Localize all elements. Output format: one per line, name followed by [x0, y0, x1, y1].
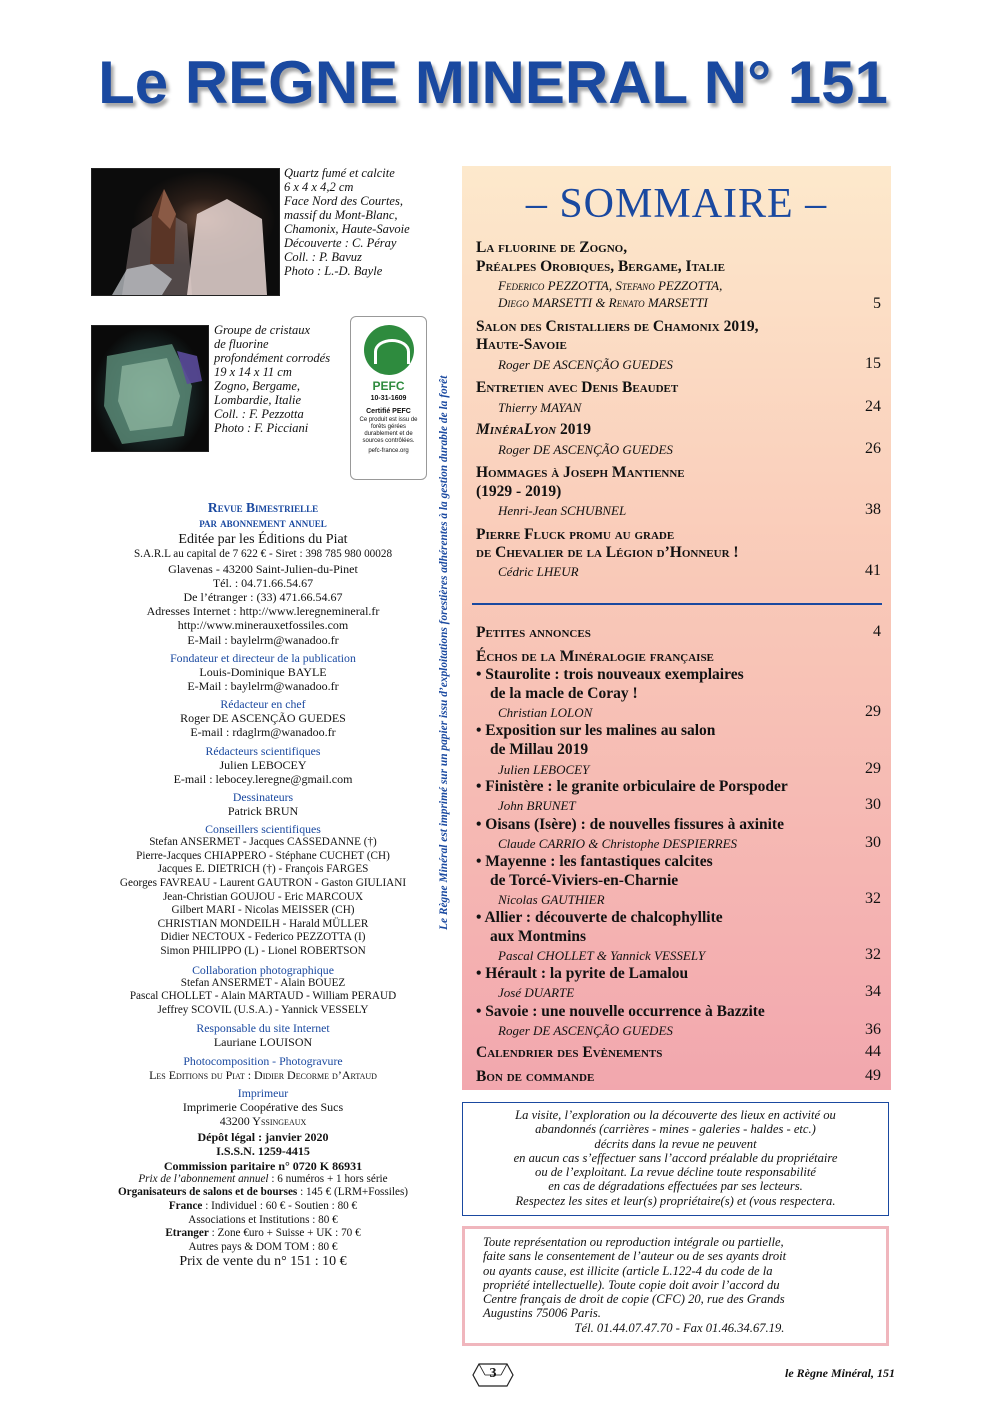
disclaimer-line: Respectez les sites et leur(s) propriétaire(s) et (vous respectera. [515, 1193, 836, 1208]
bullet-author: Roger DE ASCENÇÃO GUEDES [498, 1023, 673, 1038]
bullet-page: 30 [865, 796, 881, 813]
bullet-author: Julien LEBOCEY [498, 762, 590, 777]
site-name: Lauriane LOUISON [213, 1035, 313, 1050]
bullet-title[interactable]: • Hérault : la pyrite de Lamalou [476, 965, 689, 982]
organisateurs-label: Organisateurs de salons et de bourses [117, 1186, 298, 1199]
quartz-crystal-image [92, 169, 279, 295]
conseillers-role: Conseillers scientifiques [205, 822, 321, 837]
imprimeur-role: Imprimeur [237, 1085, 289, 1100]
entry-page: 5 [873, 295, 881, 312]
caption-line: Photo : L.-D. Bayle [284, 264, 383, 278]
page-number: 3 [489, 1366, 497, 1381]
entry-title[interactable]: Hommages à Joseph Mantienne [476, 464, 685, 481]
imprimeur-name: Imprimerie Coopérative des Sucs [182, 1099, 344, 1114]
tarif-france-label: France [168, 1199, 203, 1212]
bullet-author: José DUARTE [498, 985, 575, 1000]
petites-annonces[interactable]: Petites annonces [476, 624, 591, 641]
photographe-line: Pascal CHOLLET - Alain MARTAUD - William PERAUD [129, 990, 397, 1003]
bullet-title[interactable]: de la macle de Coray ! [490, 685, 638, 702]
entry-authors: Thierry MAYAN [498, 400, 582, 415]
bullet-author: Claude CARRIO & Christophe DESPIERRES [498, 836, 738, 851]
bullet-author: Christian LOLON [498, 705, 593, 720]
bullet-author: Pascal CHOLLET & Yannick VESSELY [498, 948, 706, 963]
editee-par: Editée par les Éditions du Piat [178, 532, 348, 547]
entry-page: 15 [865, 355, 881, 372]
email-main: E-Mail : baylelrm@wanadoo.fr [187, 632, 339, 647]
caption-line: Coll. : P. Bavuz [284, 250, 362, 264]
scientifiques-name: Julien LEBOCEY [219, 757, 307, 772]
bullet-title[interactable]: • Allier : découverte de chalcophyllite [476, 909, 723, 926]
calendrier-page: 44 [865, 1043, 881, 1060]
conseiller-line: Pierre-Jacques CHIAPPERO - Stéphane CUCHET (CH) [136, 849, 390, 862]
conseiller-line: Stefan ANSERMET - Jacques CASSEDANNE (†) [149, 836, 377, 849]
conseiller-line: Georges FAVREAU - Laurent GAUTRON - Gaston GIULIANI [119, 877, 407, 890]
prix-abonnement-label: Prix de l’abonnement annuel [138, 1172, 269, 1185]
disclaimer-line: La visite, l’exploration ou la découverte des lieux en activité ou [515, 1108, 836, 1122]
disclaimer-line: en aucun cas s’effectuer sans l’accord préalable du propriétaire [513, 1150, 838, 1165]
disclaimer-line: décrits dans la revue ne peuvent [594, 1136, 757, 1151]
organisateurs-value: : 145 € (LRM+Fossiles) [297, 1186, 409, 1199]
conseiller-line: Jean-Christian GOUJOU - Eric MARCOUX [162, 890, 364, 903]
caption-line: de fluorine [214, 337, 269, 351]
photographe-line: Stefan ANSERMET - Alain BOUEZ [180, 976, 346, 989]
scientifiques-email: E-mail : lebocey.leregne@gmail.com [173, 771, 353, 786]
pefc-text: Ce produit est issu de forêts gérées durablement et de sources contrôlées. [359, 417, 418, 444]
copyright-line: ou ayants cause, est illicite (article L.122-4 du code de la [483, 1263, 773, 1278]
bullet-title[interactable]: de Torcé-Viviers-en-Charnie [490, 872, 679, 889]
depot-legal: Dépôt légal : janvier 2020 [197, 1130, 329, 1145]
bon-de-commande-page: 49 [865, 1067, 881, 1084]
compo-name: Les Editions du Piat : Didier Decorme d’Artaud [149, 1067, 377, 1082]
entry-title[interactable]: La fluorine de Zogno, [476, 239, 628, 256]
bullet-page: 29 [865, 760, 881, 777]
redacteur-name: Roger DE ASCENÇÃO GUEDES [180, 711, 346, 726]
pefc-certified: Certifié PEFC [366, 408, 411, 415]
tarif-autres: Autres pays & DOM TOM : 80 € [188, 1240, 338, 1253]
pefc-label [350, 316, 427, 480]
bullet-title[interactable]: • Finistère : le granite orbiculaire de Porspoder [476, 778, 788, 795]
caption-line: massif du Mont-Blanc, [284, 208, 398, 222]
footer-title: le Règne Minéral, 151 [785, 1366, 895, 1380]
tarif-etranger [88, 1227, 438, 1241]
site-role: Responsable du site Internet [196, 1021, 330, 1036]
copyright-line: faite sans le consentement de l’auteur ou de ses ayants droit [483, 1249, 787, 1264]
bullet-title[interactable]: • Savoie : une nouvelle occurrence à Bazzite [476, 1003, 765, 1020]
conseiller-line: Gilbert MARI - Nicolas MEISSER (CH) [171, 904, 355, 917]
entry-title[interactable] [476, 421, 591, 439]
entry-title[interactable]: Pierre Fluck promu au grade [476, 526, 675, 543]
calendrier[interactable]: Calendrier des Evènements [476, 1044, 663, 1061]
copyright-contact: Tél. 01.44.07.47.70 - Fax 01.46.34.67.19. [574, 1320, 785, 1335]
sommaire-title: – SOMMAIRE – [525, 181, 828, 227]
commission-paritaire: Commission paritaire n° 0720 K 86931 [163, 1158, 363, 1173]
entry-page: 24 [865, 398, 881, 415]
cover-photo-caption [284, 166, 434, 278]
copyright-line: propriété intellectuelle). Toute copie doit avoir l’accord du [483, 1277, 780, 1292]
caption-line: Découverte : C. Péray [284, 236, 397, 250]
conseiller-line: CHRISTIAN MONDEILH - Harald MÜLLER [157, 917, 369, 930]
entry-title-year: 2019 [556, 421, 591, 438]
page-number-badge [471, 1358, 515, 1392]
copyright-line: Toute représentation ou reproduction intégrale ou partielle, [483, 1235, 784, 1249]
entry-authors: Roger DE ASCENÇÃO GUEDES [498, 357, 673, 372]
caption-line: Quartz fumé et calcite [284, 166, 395, 180]
bullet-author: John BRUNET [498, 798, 576, 813]
tarif-etranger-label: Etranger [165, 1227, 209, 1240]
pefc-url: pefc-france.org [368, 448, 409, 454]
organisateurs [88, 1186, 438, 1200]
address: Glavenas - 43200 Saint-Julien-du-Pinet [168, 561, 358, 576]
entry-authors: Federico PEZZOTTA, Stefano PEZZOTTA, [498, 278, 723, 293]
caption-line: Chamonix, Haute-Savoie [284, 222, 410, 236]
bullet-page: 32 [865, 946, 881, 963]
entry-title-italic: MinéraLyon [476, 421, 557, 438]
entry-title[interactable]: Entretien avec Denis Beaudet [476, 379, 679, 396]
bullet-page: 32 [865, 890, 881, 907]
tarif-etranger-value: : Zone €uro + Suisse + UK : 70 € [208, 1227, 361, 1240]
conseiller-line: Didier NECTOUX - Federico PEZZOTTA (I) [160, 931, 366, 944]
entry-page: 26 [865, 440, 881, 457]
telephone: Tél. : 04.71.66.54.67 [212, 575, 314, 590]
dessinateurs-role: Dessinateurs [232, 790, 294, 805]
conseiller-line: Simon PHILIPPO (L) - Lionel ROBERTSON [160, 944, 366, 957]
redacteur-email: E-mail : rdaglrm@wanadoo.fr [190, 725, 336, 740]
second-photo-fluorite [91, 325, 209, 452]
tarif-france-value: : Individuel : 60 € - Soutien : 80 € [202, 1199, 358, 1212]
vertical-paper-note-text: Le Règne Minéral est imprimé sur un papier issu d’exploitations forestières adhérentes à la gestion durable de la forêt [438, 375, 450, 930]
bullet-page: 36 [865, 1021, 881, 1038]
caption-line: Lombardie, Italie [214, 393, 302, 407]
entry-authors: Henri-Jean SCHUBNEL [498, 503, 627, 518]
scientifiques-role: Rédacteurs scientifiques [205, 743, 321, 758]
echos-title[interactable]: Échos de la Minéralogie française [476, 648, 714, 665]
disclaimer-line: abandonnés (carrières - mines - galeries - haldes - etc.) [535, 1122, 816, 1137]
bullet-page: 34 [865, 983, 881, 1000]
prix-abonnement-value: : 6 numéros + 1 hors série [268, 1172, 388, 1185]
sommaire-box [462, 166, 891, 1090]
photographe-line: Jeffrey SCOVIL (U.S.A.) - Yannick VESSELY [157, 1003, 369, 1016]
web-address-1: Adresses Internet : http://www.leregnemineral.fr [146, 604, 380, 619]
entry-title[interactable]: de Chevalier de la Légion d’Honneur ! [476, 544, 739, 561]
bullet-page: 30 [865, 834, 881, 851]
caption-line: Photo : F. Picciani [214, 421, 309, 435]
copyright-line: Augustins 75006 Paris. [483, 1306, 601, 1321]
copyright-line: Centre français de droit de copie (CFC) 20, rue des Grands [483, 1292, 785, 1307]
fluorite-crystal-image [92, 326, 208, 451]
revue-bimestrielle: Revue Bimestrielle [207, 500, 319, 515]
second-photo-caption [214, 323, 354, 435]
bullet-title[interactable]: aux Montmins [490, 928, 587, 945]
copyright-box [462, 1226, 889, 1346]
tarif-associations: Associations et Institutions : 80 € [188, 1213, 338, 1226]
fondateur-name: Louis-Dominique BAYLE [199, 664, 327, 679]
bon-de-commande[interactable]: Bon de commande [476, 1068, 595, 1085]
bullet-title[interactable]: • Staurolite : trois nouveaux exemplaires [476, 666, 744, 683]
disclaimer-line: en cas de dégradations effectuées par ses lecteurs. [548, 1179, 803, 1194]
disclaimer-line: ou de l’exploitant. La revue décline toute responsabilité [535, 1165, 816, 1180]
photo-role: Collaboration photographique [192, 962, 334, 977]
bullet-author: Nicolas GAUTHIER [498, 892, 605, 907]
fondateur-role: Fondateur et directeur de la publication [170, 650, 356, 665]
entry-authors: Cédric LHEUR [498, 564, 579, 579]
fondateur-email: E-Mail : baylelrm@wanadoo.fr [187, 679, 339, 694]
visit-disclaimer-box [462, 1102, 889, 1216]
bullet-page: 29 [865, 703, 881, 720]
redacteur-role: Rédacteur en chef [220, 697, 306, 712]
pefc-tree-icon [364, 325, 414, 375]
entry-authors: Roger DE ASCENÇÃO GUEDES [498, 442, 673, 457]
sommaire-divider [472, 603, 882, 605]
conseiller-line: Jacques E. DIETRICH (†) - François FARGES [157, 863, 369, 876]
compo-role: Photocomposition - Photogravure [183, 1053, 343, 1068]
entry-title[interactable]: (1929 - 2019) [476, 483, 562, 500]
par-abonnement: par abonnement annuel [199, 516, 327, 530]
entry-authors: Diego MARSETTI & Renato MARSETTI [498, 295, 708, 310]
tarif-france [88, 1200, 438, 1214]
caption-line: 19 x 14 x 11 cm [214, 365, 292, 379]
imprimeur-address: 43200 Yssingeaux [219, 1113, 307, 1128]
prix-abonnement [88, 1173, 438, 1187]
caption-line: Groupe de cristaux [214, 323, 311, 337]
entry-title[interactable]: Salon des Cristalliers de Chamonix 2019, [476, 318, 759, 335]
cover-photo-quartz [91, 168, 280, 296]
pefc-code: 10-31-1609 [370, 395, 407, 402]
pefc-name: PEFC [372, 379, 405, 393]
entry-title[interactable]: Haute-Savoie [476, 336, 567, 353]
caption-line: 6 x 4 x 4,2 cm [284, 180, 354, 194]
caption-line: Face Nord des Courtes, [284, 194, 403, 208]
web-address-2: http://www.minerauxetfossiles.com [177, 618, 349, 633]
bullet-title[interactable]: • Mayenne : les fantastiques calcites [476, 853, 713, 870]
sarl-info: S.A.R.L au capital de 7 622 € - Siret : 398 785 980 00028 [133, 548, 393, 560]
entry-title[interactable]: Préalpes Orobiques, Bergame, Italie [476, 258, 725, 275]
prix-vente: Prix de vente du n° 151 : 10 € [179, 1254, 347, 1270]
caption-line: profondément corrodés [214, 351, 331, 365]
entry-page: 38 [865, 501, 881, 518]
bullet-title[interactable]: de Millau 2019 [490, 741, 589, 758]
dessinateurs-name: Patrick BRUN [227, 804, 299, 819]
bullet-title[interactable]: • Exposition sur les malines au salon [476, 722, 716, 739]
caption-line: Zogno, Bergame, [214, 379, 300, 393]
petites-annonces-page: 4 [873, 623, 881, 640]
entry-page: 41 [865, 562, 881, 579]
caption-line: Coll. : F. Pezzotta [214, 407, 304, 421]
issn: I.S.S.N. 1259-4415 [216, 1144, 310, 1159]
publication-info [88, 500, 438, 1270]
masthead-title: Le REGNE MINERAL N° 151 [98, 49, 888, 116]
bullet-title[interactable]: • Oisans (Isère) : de nouvelles fissures à axinite [476, 816, 784, 833]
telephone-etranger: De l’étranger : (33) 471.66.54.67 [183, 590, 343, 604]
